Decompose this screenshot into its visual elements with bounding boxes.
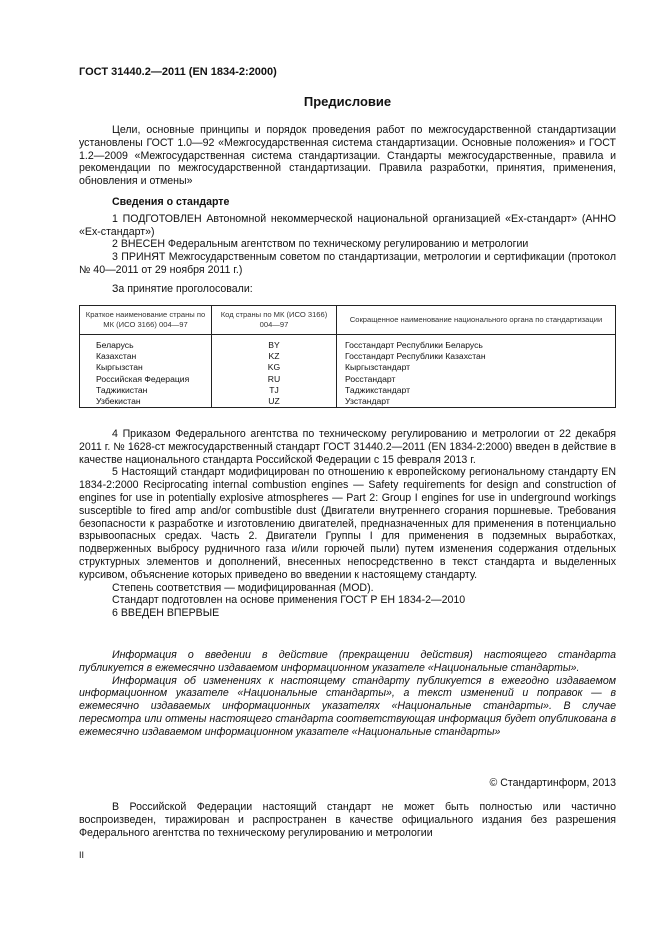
table-row xyxy=(80,396,616,408)
info-paragraph-1: Информация о введении в действие (прекращении действия) настоящего стандарта публикуется в ежемесячно издаваемом информационном указателе «Национальные стандарты». xyxy=(79,649,616,674)
document-header: ГОСТ 31440.2—2011 (EN 1834-2:2000) xyxy=(79,66,277,78)
item-3: 3 ПРИНЯТ Межгосударственным советом по стандартизации, метрологии и сертификации (протокол № 40—2011 от 29 ноября 2011 г.) xyxy=(79,251,616,276)
table-row xyxy=(80,335,616,352)
country-cell: Российская Федерация xyxy=(80,374,212,385)
country-cell: Беларусь xyxy=(80,335,212,352)
voting-table xyxy=(79,305,616,408)
code-cell: UZ xyxy=(212,396,337,408)
section-heading: Сведения о стандарте xyxy=(112,196,230,208)
body-cell: Кыргызстандарт xyxy=(337,362,616,373)
item-5: 5 Настоящий стандарт модифицирован по отношению к европейскому региональному стандарту EN 1834-2:2000 Reciprocating internal combustion engines — Safety requirements for design and construction of engines for use in potentially explosive atmospheres — Part 2: Group I engines for use in underground workings susceptible to fired amp and/or combustible dust (Двигатели внутреннего сгорания поршневые. Требования безопасности к разработке и изготовлению двигателей, предназначенных для применения в потенциально взрывоопасных средах. Часть 2. Двигатели Группы I для применения в подземных выработках, подверженных выбросу рудничного газа и/или горючей пыли) путем изменения содержания отдельных структурных элементов и дополнений, внесенных непосредственно в текст стандарта и выделенных курсивом, объяснение которых приведено во введении к настоящему стандарту. xyxy=(79,466,616,581)
code-cell: TJ xyxy=(212,385,337,396)
country-cell: Кыргызстан xyxy=(80,362,212,373)
conformity-degree: Степень соответствия — модифицированная (MOD). xyxy=(112,581,374,594)
copyright: © Стандартинформ, 2013 xyxy=(489,777,616,789)
item-2: 2 ВНЕСЕН Федеральным агентством по техническому регулированию и метрологии xyxy=(112,238,529,250)
code-cell: KG xyxy=(212,362,337,373)
country-cell: Таджикистан xyxy=(80,385,212,396)
item-6: 6 ВВЕДЕН ВПЕРВЫЕ xyxy=(112,607,220,620)
page-title: Предисловие xyxy=(303,94,392,109)
item-1: 1 ПОДГОТОВЛЕН Автономной некоммерческой национальной организацией «Ех-стандарт» (АННО «Ех-стандарт») xyxy=(79,213,616,238)
body-cell: Таджикстандарт xyxy=(337,385,616,396)
reproduction-notice: В Российской Федерации настоящий стандарт не может быть полностью или частично воспроизведен, тиражирован и распространен в качестве официального издания без разрешения Федерального агентства по техническому регулированию и метрологии xyxy=(79,801,616,839)
table-row xyxy=(80,374,616,385)
column-header-code: Код страны по МК (ИСО 3166) 004—97 xyxy=(212,306,337,335)
voted-label: За принятие проголосовали: xyxy=(112,283,253,295)
info-block xyxy=(79,649,616,739)
code-cell: BY xyxy=(212,335,337,352)
table-row xyxy=(80,362,616,373)
page-number: II xyxy=(79,850,85,860)
info-paragraph-2: Информация об изменениях к настоящему стандарту публикуется в ежегодно издаваемом информационном указателе «Национальные стандарты», а текст изменений и поправок — в ежемесячно издаваемых информационных указателях «Национальные стандарты». В случае пересмотра или отмены настоящего стандарта соответствующая информация будет опубликована в ежемесячно издаваемом информационном указателе «Национальные стандарты» xyxy=(79,674,616,738)
table-header-row xyxy=(80,306,616,335)
body-cell: Росстандарт xyxy=(337,374,616,385)
column-header-body: Сокращенное наименование национального органа по стандартизации xyxy=(337,306,616,335)
item-4: 4 Приказом Федерального агентства по техническому регулированию и метрологии от 22 декабря 2011 г. № 1628-ст межгосударственный стандарт ГОСТ 31440.2—2011 (EN 1834-2:2000) введен в действие в качестве национального стандарта Российской Федерации с 15 февраля 2013 г. xyxy=(79,428,616,466)
table-row xyxy=(80,385,616,396)
country-cell: Казахстан xyxy=(80,351,212,362)
table-row xyxy=(80,351,616,362)
based-on-note: Стандарт подготовлен на основе применения ГОСТ Р ЕН 1834-2—2010 xyxy=(112,594,466,607)
body-cell: Госстандарт Республики Беларусь xyxy=(337,335,616,352)
body-cell: Узстандарт xyxy=(337,396,616,408)
country-cell: Узбекистан xyxy=(80,396,212,408)
body-items-group xyxy=(79,428,616,620)
column-header-country: Краткое наименование страны по МК (ИСО 3166) 004—97 xyxy=(80,306,212,335)
intro-paragraph: Цели, основные принципы и порядок проведения работ по межгосударственной стандартизации установлены ГОСТ 1.0—92 «Межгосударственная система стандартизации. Основные положения» и ГОСТ 1.2—2009 «Межгосударственная система стандартизации. Стандарты межгосударственные, правила и рекомендации по межгосударственной стандартизации. Правила разработки, принятия, применения, обновления и отмены» xyxy=(79,124,616,188)
code-cell: RU xyxy=(212,374,337,385)
body-cell: Госстандарт Республики Казахстан xyxy=(337,351,616,362)
code-cell: KZ xyxy=(212,351,337,362)
